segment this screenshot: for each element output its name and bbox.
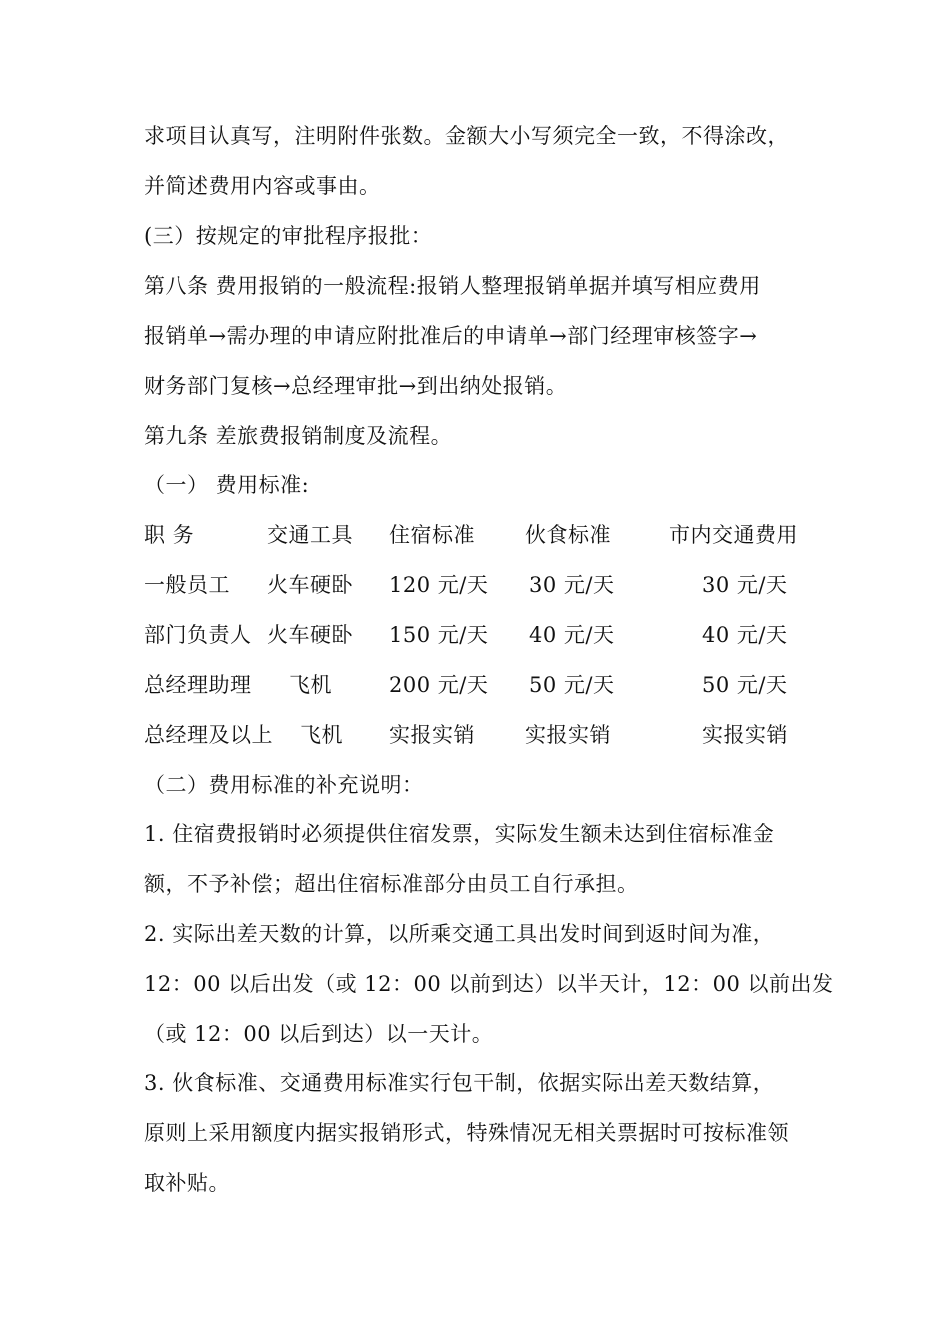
table-cell: 一般员工	[144, 573, 230, 597]
paragraph-line: 并简述费用内容或事由。	[144, 174, 381, 198]
table-header-cell: 住宿标准	[389, 523, 475, 547]
table-header-cell: 伙食标准	[525, 523, 611, 547]
table-cell: 实报实销	[702, 723, 788, 747]
table-header-cell: 交通工具	[267, 523, 353, 547]
table-cell: 30 元/天	[702, 573, 788, 597]
table-header-cell: 市内交通费用	[669, 523, 798, 547]
note-line: 2. 实际出差天数的计算，以所乘交通工具出发时间到返时间为准，	[144, 922, 775, 946]
table-cell: 实报实销	[389, 723, 475, 747]
table-cell: 部门负责人	[144, 623, 252, 647]
article-8-line: 财务部门复核→总经理审批→到出纳处报销。	[144, 374, 568, 398]
article-8-line: 报销单→需办理的申请应附批准后的申请单→部门经理审核签字→	[144, 324, 758, 348]
table-cell: 火车硬卧	[267, 623, 353, 647]
note-line: 1. 住宿费报销时必须提供住宿发票，实际发生额未达到住宿标准金	[144, 822, 775, 846]
table-cell: 30 元/天	[529, 573, 615, 597]
table-cell: 50 元/天	[529, 673, 615, 697]
table-cell: 200 元/天	[389, 673, 489, 697]
table-header-cell: 职 务	[144, 523, 195, 547]
article-9-heading: 第九条 差旅费报销制度及流程。	[144, 424, 453, 448]
table-cell: 火车硬卧	[267, 573, 353, 597]
note-line: 3. 伙食标准、交通费用标准实行包干制，依据实际出差天数结算，	[144, 1071, 775, 1095]
section-heading-3: (三）按规定的审批程序报批：	[144, 224, 433, 248]
subsection-heading-2: （二）费用标准的补充说明：	[144, 773, 424, 797]
note-line: 取补贴。	[144, 1171, 230, 1195]
table-cell: 飞机	[300, 723, 343, 747]
table-cell: 40 元/天	[529, 623, 615, 647]
subsection-heading-1: （一） 费用标准:	[144, 473, 310, 497]
table-cell: 实报实销	[525, 723, 611, 747]
table-cell: 150 元/天	[389, 623, 489, 647]
article-8-line: 第八条 费用报销的一般流程:报销人整理报销单据并填写相应费用	[144, 274, 761, 298]
table-cell: 50 元/天	[702, 673, 788, 697]
note-line: 额，不予补偿；超出住宿标准部分由员工自行承担。	[144, 872, 639, 896]
table-cell: 总经理及以上	[144, 723, 273, 747]
table-cell: 总经理助理	[144, 673, 252, 697]
table-cell: 120 元/天	[389, 573, 489, 597]
note-line: （或 12：00 以后到达）以一天计。	[144, 1022, 494, 1046]
note-line: 原则上采用额度内据实报销形式，特殊情况无相关票据时可按标准领	[144, 1121, 789, 1145]
table-cell: 飞机	[289, 673, 332, 697]
paragraph-line: 求项目认真写，注明附件张数。金额大小写须完全一致，不得涂改，	[144, 124, 789, 148]
note-line: 12：00 以后出发（或 12：00 以前到达）以半天计，12：00 以前出发	[144, 972, 834, 996]
table-cell: 40 元/天	[702, 623, 788, 647]
